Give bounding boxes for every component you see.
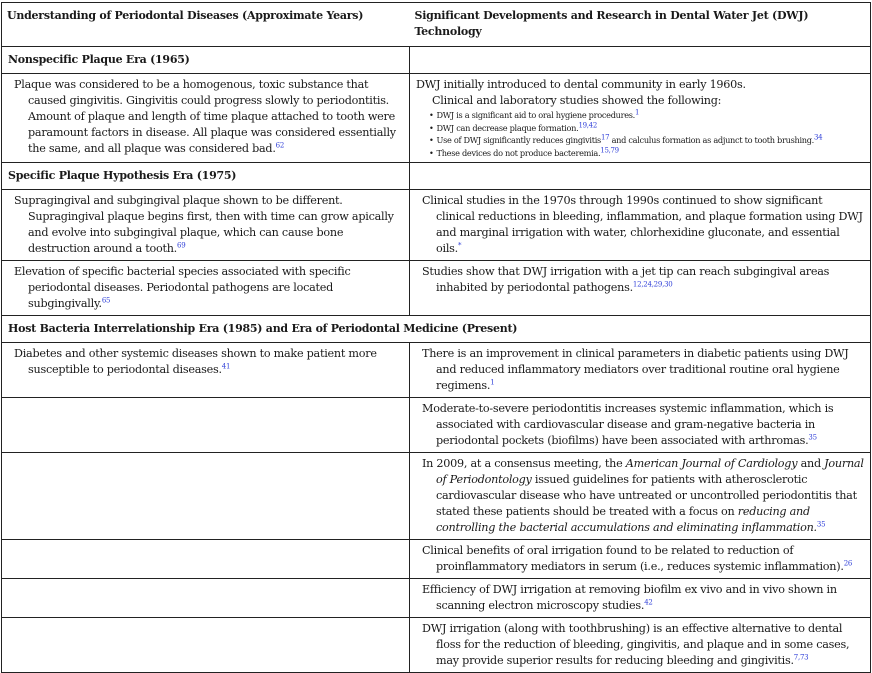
reference-link[interactable]: 12,24,29,30 [632,280,673,289]
reference-link[interactable]: 19,42 [578,120,597,129]
reference-link[interactable]: 34 [814,133,823,142]
reference-link[interactable]: 42 [644,598,653,607]
header-understanding: Understanding of Periodontal Diseases (Approximate Years) [2,3,410,47]
table-row [2,453,871,540]
cell-empty [2,540,410,579]
era-title: Specific Plaque Hypothesis Era (1975) [2,163,410,190]
cell-understanding: Supragingival and subgingival plaque shown to be different. Supragingival plaque begins first, then with time can grow apically and evolve into subgingival plaque, which can cause bone destruction around a tooth.$^{69}$ [2,190,410,261]
table-row [2,261,871,316]
list-item: • Use of DWJ significantly reduces gingivitis17 and calculus formation as adjunct to tooth brushing.34 [429,134,864,147]
table-header-row [2,3,871,47]
cell-development: In 2009, at a consensus meeting, the American Journal of Cardiology and Journal of Periodontology issued guidelines for patients with atherosclerotic cardiovascular disease who have untreated or uncontrolled periodontitis that stated these patients should be treated with a focus on reducing and controlling the bacterial accumulations and eliminating inflammation.$^{35}$ [410,453,871,540]
reference-link[interactable]: 7,73 [793,653,809,662]
cell-text: Plaque was considered to be a homogenous, toxic substance that caused gingivitis. Gingivitis could progress slowly to periodontitis. Amount of plaque and length of time plaque attached to tooth were paramount factors in disease. All plaque was considered essentially the same, and all plaque was considered bad. [14,78,396,155]
reference-link[interactable]: 35 [816,520,826,529]
dwj-history-table [1,2,871,673]
table-row [2,190,871,261]
journal-title: American Journal of Cardiology [625,457,798,470]
cell-development: Efficiency of DWJ irrigation at removing biofilm ex vivo and in vivo shown in scanning electron microscopy studies.$^{42}$ [410,579,871,618]
cell-development: DWJ irrigation (along with toothbrushing) is an effective alternative to dental floss for the reduction of bleeding, gingivitis, and plaque and in some cases, may provide superior results for reducing bleeding and gingivitis.$^{7,73}$ [410,618,871,673]
era-title: Nonspecific Plaque Era (1965) [2,47,410,74]
reference-link[interactable]: 17 [600,133,610,142]
list-item: • These devices do not produce bacteremia.15,79 [429,147,864,160]
table-row [2,74,871,163]
header-developments: Significant Developments and Research in Dental Water Jet (DWJ) Technology [410,3,871,47]
cell-empty [2,618,410,673]
reference-link[interactable]: 1 [634,108,640,117]
cell-sub-intro: Clinical and laboratory studies showed the following: [432,94,722,107]
reference-link[interactable]: 35 [808,433,817,442]
cell-empty [2,453,410,540]
list-item: • DWJ is a significant aid to oral hygiene procedures.1 [429,109,864,122]
cell-understanding: Elevation of specific bacterial species associated with specific periodontal diseases. Periodontal pathogens are located subgingivally.$^{65}$ [2,261,410,316]
era-empty-cell [410,47,871,74]
era-row [2,316,871,343]
list-item: • DWJ can decrease plaque formation.19,42 [429,122,864,135]
reference-link[interactable]: 15,79 [600,145,619,154]
reference-link[interactable]: * [457,241,462,250]
cell-development: Clinical studies in the 1970s through 1990s continued to show significant clinical reductions in bleeding, inflammation, and plaque formation using DWJ and marginal irrigation with water, chlorhexidine gluconate, and essential oils.* [410,190,871,261]
reference-link[interactable]: 26 [843,559,853,568]
cell-empty [2,398,410,453]
cell-development: There is an improvement in clinical parameters in diabetic patients using DWJ and reduced inflammatory mediators over traditional routine oral hygiene regimens.$^1$ [410,343,871,398]
table-row [2,540,871,579]
cell-development: Studies show that DWJ irrigation with a jet tip can reach subgingival areas inhabited by periodontal pathogens.$^{12,24,29,30}$ [410,261,871,316]
table-row [2,343,871,398]
table-row [2,579,871,618]
reference-link[interactable]: 41 [221,362,231,371]
reference-link[interactable]: 1 [490,378,495,387]
table-row [2,618,871,673]
era-empty-cell [410,163,871,190]
emphasis-text: reducing and controlling the bacterial accumulations and eliminating inflammation. [436,505,817,534]
journal-title: Journal of Periodontology [436,457,864,486]
reference-link[interactable]: 62 [275,141,285,150]
cell-intro: DWJ initially introduced to dental community in early 1960s. [416,78,746,91]
cell-development [410,74,871,163]
table-row [2,398,871,453]
era-row [2,47,871,74]
cell-understanding [2,74,410,163]
cell-empty [2,579,410,618]
cell-development: Moderate-to-severe periodontitis increases systemic inflammation, which is associated with cardiovascular disease and gram-negative bacteria in periodontal pockets (biofilms) have been associated with arthromas.$^{35}$ [410,398,871,453]
findings-list [416,109,864,159]
era-title: Host Bacteria Interrelationship Era (1985) and Era of Periodontal Medicine (Present) [2,316,871,343]
reference-link[interactable]: 65 [101,296,111,305]
era-row [2,163,871,190]
cell-understanding: Diabetes and other systemic diseases shown to make patient more susceptible to periodontal diseases.$^{41}$ [2,343,410,398]
cell-development: Clinical benefits of oral irrigation found to be related to reduction of proinflammatory mediators in serum (i.e., reduces systemic inflammation).$^{26}$ [410,540,871,579]
reference-link[interactable]: 69 [177,241,186,250]
